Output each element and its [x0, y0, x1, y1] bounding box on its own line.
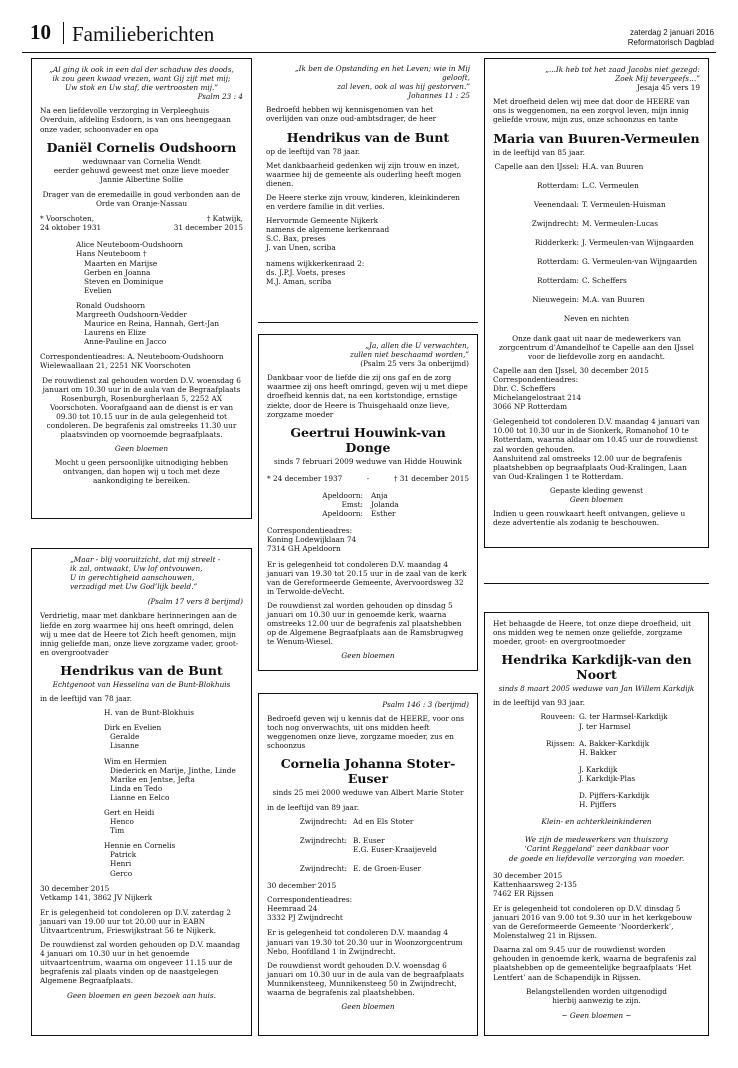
condolence-text: Er is gelegenheid tot condoleren op D.V. zaterdag 2 januari van 19.00 uur tot 20.00 uur in EABN Uitvaartcentrum, Frieswijkstraat 56 te Nijkerk.: [40, 907, 232, 935]
quote: „...Ik heb tot het zaad Jacobs niet gezegd: Zoek Mij tevergeefs…”: [545, 65, 700, 84]
age-text: in de leeftijd van 89 jaar.: [267, 802, 359, 812]
birth-date: * 24 december 1937: [267, 473, 343, 483]
intro-text: Bedroefd geven wij u kennis dat de HEERE, voor ons toch nog onverwachts, uit ons midden heeft weggenomen onze lieve, zorgzame moeder, zus en schoonzus: [267, 714, 465, 751]
quote-reference: (Psalm 25 vers 3a onberijmd): [360, 359, 469, 369]
family-row: Veenendaal: T. Vermeulen-Huisman: [533, 199, 666, 209]
intro-text: Verdrietig, maar met dankbare herinneringen aan de liefde en zorg waarmee hij ons heeft omringd, delen wij u mee dat de Heere tot Zich heeft genomen, mijn innig geliefde man, onze lieve zorgzame vader, groot- en overgrootvader: [40, 611, 239, 657]
family-list: [267, 817, 469, 873]
service-text: Daarna zal om 9.45 uur de rouwdienst worden gehouden in genoemde kerk, waarna de begrafenis zal plaatshebben op de gemeentelijke begraafplaats ‘Het Lentfert’ aan de Schapendijk in Rijssen.: [493, 945, 697, 982]
condolence-text: Er is gelegenheid tot condoleren D.V. maandag 4 januari van 19.30 tot 20.30 uur in Woonzorgcentrum Nebo, Hoofdland 1 in Zwijndrecht.: [267, 928, 463, 956]
announcement-houwink: [258, 334, 478, 671]
family-row: Ridderkerk: J. Vermeulen-van Wijngaarden: [534, 238, 694, 248]
thanks-text: Onze dank gaat uit naar de medewerkers van zorgcentrum d’Amandelhof te Capelle aan den IJssel voor de liefdevolle zorg en aandacht.: [499, 333, 694, 361]
service-text: De rouwdienst wordt gehouden D.V. woensdag 6 januari om 10.30 uur in de aula van de begraafplaats Munnikensteeg, Munnikensteeg 50 in Zwijndrecht, waarna de begrafenis zal plaatshebben.: [267, 960, 464, 997]
death-date: † 31 december 2015: [393, 473, 469, 483]
flowers-note: Geen bloemen: [341, 1002, 395, 1012]
relation-text: sinds 8 maart 2005 weduwe van Jan Willem Karkdijk: [498, 684, 695, 694]
nephews-text: Neven en nichten: [563, 314, 630, 324]
service-text: Gelegenheid tot condoleren D.V. maandag 4 januari van 10.00 tot 10.30 uur in de Sionkerk, Romanohof 10 te Rotterdam, waarna aldaar om 10.45 uur de rouwdienst zal worden gehouden.: [493, 417, 700, 454]
family-row: Emst: Jolanda: [341, 500, 399, 510]
age-text: in de leeftijd van 93 jaar.: [493, 698, 585, 708]
thanks-text: We zijn de medewerkers van thuiszorg ‘Carint Reggeland’ zeer dankbaar voor de goede en liefdevolle verzorging van moeder.: [508, 835, 685, 863]
family-row: Rotterdam: L.C. Vermeulen: [537, 180, 639, 190]
deceased-name: Maria van Buuren-Vermeulen: [493, 130, 700, 146]
announcement-stoter-euser: [258, 693, 478, 1036]
signatories: namens wijkkerkenraad 2: ds. J.P.J. Voets, preses M.J. Aman, scriba: [266, 258, 365, 286]
intro-text: Dankbaar voor de liefde die zij ons gaf en de zorg waarmee zij ons heeft omringd, geven wij u met diepe droefheid kennis dat, na een kortstondige, ernstige ziekte, door de Heere is Thuisgehaald onze lieve, zorgzame moeder: [267, 373, 468, 419]
death-date: † Katwijk, 31 december 2015: [173, 214, 243, 233]
correspondence-address: Correspondentieadres: A. Neuteboom-Oudshoorn Wielewaallaan 21, 2251 NK Voorschoten: [40, 352, 224, 371]
family-row: Zwijndrecht: Ad en Els Stoter: [299, 816, 414, 826]
intro-text: Het behaagde de Heere, tot onze diepe droefheid, uit ons midden weg te nemen onze geliefde, zorgzame moeder, groot- en overgrootmoeder: [493, 619, 692, 647]
quote-reference: Jesaja 45 vers 19: [636, 83, 700, 93]
family-list: [267, 491, 469, 518]
family-row: Capelle aan den IJssel: H.A. van Buuren: [494, 161, 644, 171]
family-list: Gert en Heidi Henco Tim: [104, 807, 155, 836]
flowers-note: Geen bloemen: [569, 495, 624, 504]
quote: „Al ging ik ook in een dal der schaduw des doods, ik zou geen kwaad vrezen, want Gij zijt met mij; Uw stok en Uw staf, die vertroosten mij.”: [49, 65, 234, 93]
relation-text: Echtgenoot van Hesselina van de Bunt-Blokhuis: [52, 679, 231, 689]
quote-reference: Psalm 146 : 3 (berijmd): [382, 700, 469, 709]
family-row: Rotterdam: C. Scheffers: [537, 276, 627, 286]
age-text: in de leeftijd van 78 jaar.: [40, 694, 132, 704]
life-dates: [40, 214, 243, 232]
family-row: Zwijndrecht: E. de Groen-Euser: [299, 863, 422, 873]
notice-date: 30 december 2015: [267, 881, 337, 891]
quote: „Maar - blij vooruitzicht, dat mij streelt - ik zal, ontwaakt, Uw lof ontvouwen, U in gerechtigheid aanschouwen, verzadigd met Uw God’lijk beeld.”: [70, 555, 221, 592]
clothing-note: Gepaste kleding gewenst: [549, 485, 644, 495]
quote: „Ja, allen die U verwachten, zullen niet beschaamd worden,”: [349, 341, 469, 360]
grandchildren-text: Klein- en achterkleinkinderen: [541, 817, 652, 827]
header-divider: [63, 22, 64, 44]
deceased-name: Geertrui Houwink-van Donge: [290, 424, 446, 455]
service-text: De rouwdienst zal gehouden worden D.V. woensdag 6 januari om 10.30 uur in de aula van de Begraafplaats Rosenburgh, Rosenburgherlaan 5, 2252 AX Voorschoten. Voorafgaand aan de dienst is er van 09.30 tot 10.15 uur in de aula gelegenheid tot condoleren. De begrafenis zal omstreeks 11.30 uur plaatsvinden op voornoemde begraafplaats.: [42, 375, 241, 440]
flowers-note: Geen bloemen: [114, 444, 169, 454]
signatories: Hervormde Gemeente Nijkerk namens de algemene kerkenraad S.C. Bax, preses J. van Unen, scriba: [266, 216, 390, 253]
divider: [484, 583, 709, 584]
deceased-name: Cornelia Johanna Stoter-Euser: [280, 756, 456, 787]
family-row: D. Pijffers-Karkdijk H. Pijffers: [579, 791, 650, 810]
announcement-oudshoorn: [31, 58, 252, 519]
announcement-van-de-bunt-family: [31, 548, 252, 1036]
divider: [258, 322, 478, 323]
quote-reference: Johannes 11 : 25: [408, 91, 470, 101]
correspondence-address: Capelle aan den IJssel, 30 december 2015 Correspondentieadres: Dhr. C. Scheffers Michelangelostraat 214 3066 NP Rotterdam: [493, 365, 649, 412]
announcement-karkdijk: [484, 612, 709, 1036]
tribute-text: Met dankbaarheid gedenken wij zijn trouw en inzet, waarmee hij de gemeente als ouderling heeft mogen dienen.: [266, 160, 462, 188]
newspaper-name: Reformatorisch Dagblad: [627, 38, 714, 47]
life-dates: [267, 474, 469, 483]
page-number: 10: [30, 20, 51, 44]
invitation-note: Mocht u geen persoonlijke uitnodiging hebben ontvangen, dan hopen wij u toch met deze aankondiging te bereiken.: [54, 458, 229, 486]
tribute-text: De Heere sterke zijn vrouw, kinderen, kleinkinderen en verdere familie in dit verlies.: [266, 192, 460, 212]
flowers-note: Geen bloemen: [341, 651, 395, 661]
correspondence-address: Correspondentieadres: Heemraad 24 3332 PJ Zwijndrecht: [267, 895, 353, 923]
header-date-block: [628, 28, 714, 48]
service-text: De rouwdienst zal worden gehouden op D.V. maandag 4 januari om 10.30 uur in het genoemde uitvaartcentrum, waarna om ongeveer 11.15 uur de begrafenis zal plaats vinden op de naastgelegen Algemene Begraafplaats.: [40, 940, 241, 986]
section-title: Familieberichten: [72, 22, 215, 46]
family-row: Apeldoorn: Esther: [322, 509, 396, 519]
flowers-note: Geen bloemen en geen bezoek aan huis.: [67, 990, 216, 1000]
family-list: Alice Neuteboom-Oudshoorn Hans Neuteboom † Maarten en Marijse Gerben en Joanna Steven en Dominique Evelien: [76, 240, 183, 295]
family-row: Zwijndrecht: B. Euser E.G. Euser-Kraaijeveld: [299, 835, 437, 854]
honor-text: Drager van de eremedaille in goud verbonden aan de Orde van Oranje-Nassau: [42, 189, 241, 209]
family-row: Zwijndrecht: M. Vermeulen-Lucas: [531, 218, 658, 228]
quote: „Ik ben de Opstanding en het Leven; wie in Mij gelooft, zal leven, ook al was hij gestorven.”: [294, 64, 470, 92]
family-list: Wim en Hermien Diederick en Marije, Jinthe, Linde Marike en Jentse, Jefta Linda en Tedo Lianne en Eelco: [104, 756, 236, 802]
deceased-name: Daniël Cornelis Oudshoorn: [46, 139, 237, 155]
notice-text: Indien u geen rouwkaart heeft ontvangen, gelieve u deze advertentie als zodanig te beschouwen.: [493, 509, 686, 528]
announcement-van-de-bunt-church: [258, 58, 478, 324]
intro-text: Met droefheid delen wij mee dat door de HEERE van ons is weggenomen, na een zorgvol leven, mijn innig geliefde vrouw, mijn zus, onze schoonzus en tante: [493, 97, 690, 125]
family-list: Dirk en Evelien Geralde Lisanne: [104, 723, 162, 751]
relation-text: sinds 7 februari 2009 weduwe van Hidde Houwink: [274, 456, 462, 466]
service-text: De rouwdienst zal worden gehouden op dinsdag 5 januari om 10.30 uur in genoemde kerk, waarna omstreeks 12.00 uur de begrafenis zal plaatshebben op de Algemene Begraafplaats aan de Ramsbrugweg te Wenum-Wiesel.: [267, 600, 464, 647]
family-row: Rouveen: G. ter Harmsel-Karkdijk J. ter Harmsel: [540, 712, 668, 731]
condolence-text: Er is gelegenheid tot condoleren D.V. maandag 4 januari van 19.30 tot 20.15 uur in de zaal van de kerk van de Gereformeerde Gemeente, Avervoordsweg 32 in Terwolde-deVecht.: [267, 559, 467, 596]
burial-text: Aansluitend zal omstreeks 12.00 uur de begrafenis plaatshebben op begraafplaats Oud-Kralingen, Laan van Oud-Kralingen 1 te Rotterdam.: [493, 453, 687, 481]
family-list: Ronald Oudshoorn Margreeth Oudshoorn-Vedder Maurice en Reina, Hannah, Gert-Jan Laurens en Elize Anne-Pauline en Jacco: [76, 300, 220, 347]
announcement-van-buuren: [484, 58, 709, 548]
invitation-text: Belangstellenden worden uitgenodigd hierbij aanwezig te zijn.: [526, 986, 667, 1005]
family-row: Rijssen: A. Bakker-Karkdijk H. Bakker: [545, 738, 650, 757]
family-list: Hennie en Cornelis Patrick Henri Gerco: [104, 841, 176, 878]
date-dash: -: [366, 473, 370, 483]
home-address: 30 december 2015 Vetkamp 141, 3862 JV Nijkerk: [40, 883, 153, 902]
birth-date: * Voorschoten, 24 oktober 1931: [40, 214, 102, 233]
quote-reference: Psalm 23 : 4: [197, 92, 243, 102]
relation-text: weduwnaar van Cornelia Wendt eerder gehuwd geweest met onze lieve moeder Jannie Albertine Sollie: [53, 156, 230, 184]
deceased-name: Hendrikus van de Bunt: [60, 662, 223, 678]
family-list: [493, 162, 700, 305]
age-text: in de leeftijd van 85 jaar.: [493, 147, 585, 157]
family-list: [493, 712, 700, 809]
family-row: Rotterdam: G. Vermeulen-van Wijngaarden: [537, 257, 698, 267]
correspondence-address: Correspondentieadres: Koning Lodewijklaan 74 7314 GH Apeldoorn: [267, 526, 357, 554]
flowers-note: ~ Geen bloemen ~: [561, 1010, 632, 1020]
quote-reference: (Psalm 17 vers 8 berijmd): [147, 597, 243, 607]
family-row: Apeldoorn: Anja: [322, 490, 388, 500]
family-list: H. van de Bunt-Blokhuis: [104, 708, 194, 718]
deceased-name: Hendrikus van de Bunt: [286, 129, 450, 145]
condolence-text: Er is gelegenheid tot condoleren op D.V. dinsdag 5 januari 2016 van 9.00 tot 9.30 uur in het kerkgebouw van de Gereformeerde Gemeente ‘Noorderkerk’, Molenstalweg 21 in Rijssen.: [493, 903, 693, 941]
page-header: [22, 14, 716, 53]
issue-date: zaterdag 2 januari 2016: [629, 28, 714, 37]
relation-text: sinds 25 mei 2000 weduwe van Albert Marie Stoter: [272, 788, 464, 798]
family-row: Nieuwegein: M.A. van Buuren: [532, 295, 645, 305]
deceased-name: Hendrika Karkdijk-van den Noort: [501, 652, 692, 683]
home-address: 30 december 2015 Kattenhaarsweg 2-135 7462 ER Rijssen: [493, 870, 577, 898]
family-row: J. Karkdijk J. Karkdijk-Plas: [579, 764, 636, 783]
age-text: op de leeftijd van 78 jaar.: [266, 146, 360, 156]
intro-text: Na een liefdevolle verzorging in Verpleeghuis Overduin, afdeling Esdoorn, is van ons heengegaan onze vader, schoonvader en opa: [40, 106, 231, 134]
intro-text: Bedroefd hebben wij kennisgenomen van het overlijden van onze oud-ambtsdrager, de heer: [266, 105, 437, 124]
